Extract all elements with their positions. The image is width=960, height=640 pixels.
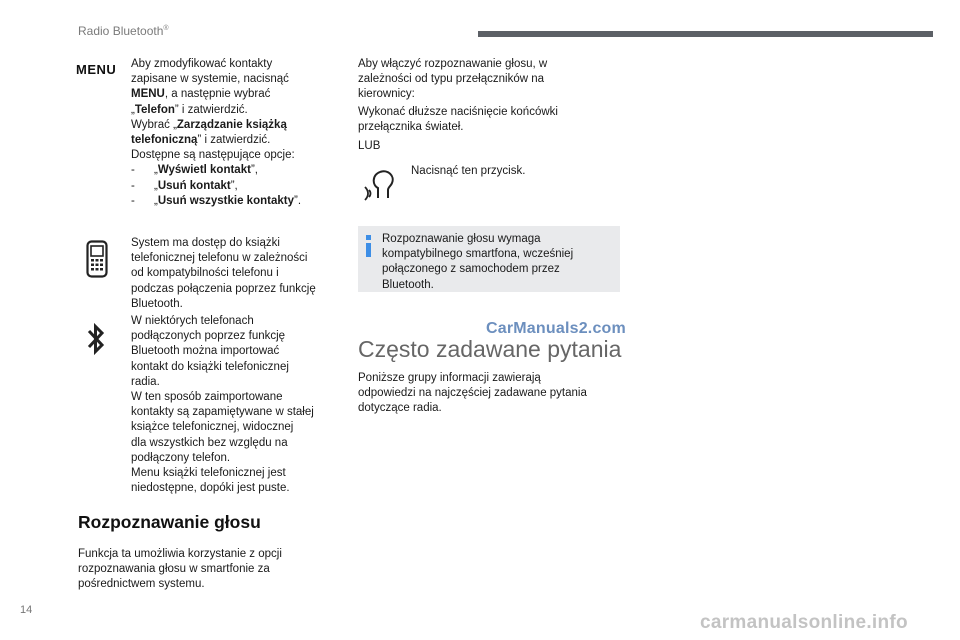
paragraph-line: W niektórych telefonach xyxy=(131,315,254,327)
text-run: - „ xyxy=(131,194,158,207)
text-run: ” i zatwierdzić. xyxy=(197,134,271,147)
press-button-text: Nacisnąć ten przycisk. xyxy=(411,165,526,177)
paragraph-line: kompatybilnego smartfona, wcześniej xyxy=(382,248,574,261)
option-label: Wyświetl kontakt xyxy=(157,164,251,177)
text-run: - „ xyxy=(131,179,158,192)
paragraph-line: rozpoznawania głosu w smartfonie za xyxy=(78,563,270,576)
carmanuals-watermark: CarManuals2.com xyxy=(486,320,626,337)
paragraph-line: radia. xyxy=(131,375,160,388)
paragraph-line xyxy=(131,133,346,148)
option-item xyxy=(131,163,346,178)
option-label: Usuń kontakt xyxy=(157,179,231,192)
paragraph-line: zależności od typu przełączników na xyxy=(358,73,545,86)
paragraph-line: Bluetooth można importować xyxy=(131,345,280,358)
paragraph-line: Funkcja ta umożliwia korzystanie z opcji xyxy=(78,548,282,560)
paragraph-line: przełącznika świateł. xyxy=(358,121,464,134)
contacts-edit-instructions xyxy=(131,57,346,209)
header-title: Radio Bluetooth xyxy=(78,24,164,38)
paragraph-line: Dostępne są następujące opcje: xyxy=(131,149,295,162)
phonebook-keyword: Zarządzanie książką xyxy=(176,118,287,131)
bluetooth-icon xyxy=(86,322,106,361)
paragraph-line: Aby włączyć rozpoznawanie głosu, w xyxy=(358,58,548,70)
phonebook-access-paragraph xyxy=(131,236,346,312)
bluetooth-import-paragraph xyxy=(131,314,346,496)
paragraph-line: odpowiedzi na najczęściej zadawane pytania xyxy=(358,387,587,400)
long-press-paragraph xyxy=(358,105,608,135)
paragraph-line: Bluetooth. xyxy=(131,297,183,310)
paragraph-line: połączonego z samochodem przez xyxy=(382,263,560,276)
paragraph-line: od kompatybilności telefonu i xyxy=(131,267,279,280)
option-item xyxy=(131,194,346,209)
paragraph-line: podłączonych poprzez funkcję xyxy=(131,330,286,343)
text-run: ”. xyxy=(293,194,302,207)
text-run: „ xyxy=(131,103,135,116)
text-run: Wybrać „ xyxy=(131,118,177,131)
paragraph-line: książce telefonicznej, widocznej xyxy=(131,421,294,434)
info-note-text xyxy=(382,232,614,293)
header-bar xyxy=(478,31,933,37)
paragraph-line: Poniższe grupy informacji zawierają xyxy=(358,372,541,384)
paragraph-line: kontakt do książki telefonicznej xyxy=(131,360,289,373)
text-run: - „ xyxy=(131,164,158,177)
text-run: ” i zatwierdzić. xyxy=(174,103,248,116)
info-icon xyxy=(366,235,372,257)
paragraph-line: niedostępne, dopóki jest puste. xyxy=(131,482,290,495)
paragraph-line: System ma dostęp do książki xyxy=(131,237,280,249)
paragraph-line: Rozpoznawanie głosu wymaga xyxy=(382,233,541,245)
phone-icon xyxy=(86,240,108,283)
paragraph-line: Menu książki telefonicznej jest xyxy=(131,467,286,480)
option-item xyxy=(131,179,346,194)
option-label: Usuń wszystkie kontakty xyxy=(157,194,294,207)
or-label: LUB xyxy=(358,140,381,152)
paragraph-line: Bluetooth. xyxy=(382,278,434,291)
menu-keyword: MENU xyxy=(131,88,165,101)
voice-recognition-intro xyxy=(78,547,338,593)
section-heading-faq: Często zadawane pytania xyxy=(358,336,622,362)
paragraph-line: Wykonać dłuższe naciśnięcie końcówki xyxy=(358,106,558,118)
page-number: 14 xyxy=(20,604,33,616)
faq-intro xyxy=(358,371,618,417)
registered-mark: ® xyxy=(163,25,169,32)
paragraph-line: zapisane w systemie, nacisnąć xyxy=(131,73,289,86)
section-heading-voice-recognition: Rozpoznawanie głosu xyxy=(78,512,261,532)
voice-command-icon xyxy=(364,168,400,207)
paragraph-line: pośrednictwem systemu. xyxy=(78,578,205,591)
paragraph-line: telefonicznej telefonu w zależności xyxy=(131,252,308,265)
paragraph-line: podłączony telefon. xyxy=(131,451,231,464)
paragraph-line: dla wszystkich bez względu na xyxy=(131,436,288,449)
paragraph-line: Aby zmodyfikować kontakty xyxy=(131,58,273,70)
paragraph-line: kierownicy: xyxy=(358,88,415,101)
voice-enable-paragraph xyxy=(358,57,608,103)
paragraph-line: podczas połączenia poprzez funkcję xyxy=(131,282,316,295)
text-run: ”, xyxy=(250,164,258,177)
text-run: ”, xyxy=(230,179,238,192)
menu-button-icon: MENU xyxy=(76,62,117,77)
paragraph-line: W ten sposób zaimportowane xyxy=(131,391,283,404)
phonebook-keyword: telefoniczną xyxy=(131,134,198,147)
paragraph-line xyxy=(131,103,346,118)
text-run: , a następnie wybrać xyxy=(164,88,271,101)
footer-watermark: carmanualsonline.info xyxy=(700,612,908,633)
telefon-keyword: Telefon xyxy=(134,103,175,116)
paragraph-line: dotyczące radia. xyxy=(358,402,442,415)
paragraph-line: kontakty są zapamiętywane w stałej xyxy=(131,406,314,419)
paragraph-line xyxy=(131,118,346,133)
running-header xyxy=(78,24,169,38)
paragraph-line xyxy=(131,87,346,102)
